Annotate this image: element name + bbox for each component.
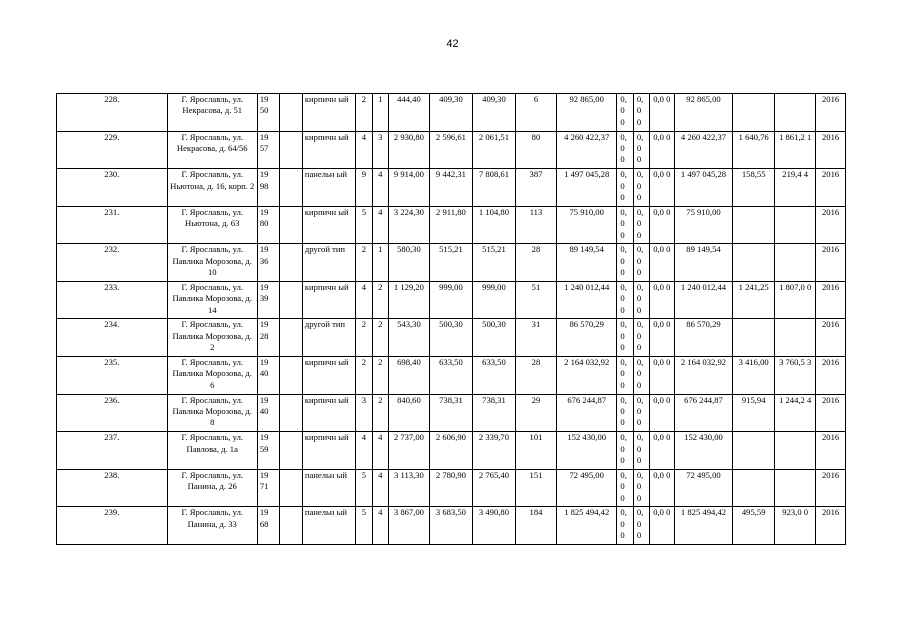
row-number: 238. (57, 469, 168, 507)
address-cell: Г. Ярославль, ул. Некрасова, д. 64/56 (167, 131, 257, 169)
build-year-cell: 19 98 (257, 169, 280, 207)
completion-year-cell: 2016 (816, 244, 846, 282)
floors-cell: 4 (356, 281, 372, 319)
address-cell: Г. Ярославль, ул. Павлика Морозова, д. 14 (167, 281, 257, 319)
empty-cell (280, 281, 303, 319)
row-number: 235. (57, 357, 168, 395)
empty-cell (280, 169, 303, 207)
completion-year-cell: 2016 (816, 319, 846, 357)
build-year-cell: 19 59 (257, 432, 280, 470)
wall-material-cell: кирпичн ый (302, 432, 355, 470)
living-area-cell: 2 911,80 (429, 206, 472, 244)
zero-cell: 0,0 0 (650, 394, 675, 432)
unit-cost-cell: 915,94 (733, 394, 775, 432)
residential-area-cell: 500,30 (472, 319, 515, 357)
total-cost-cell: 89 149,54 (556, 244, 616, 282)
total-cost-cell: 2 164 032,92 (556, 357, 616, 395)
entrances-cell: 4 (372, 206, 388, 244)
living-area-cell: 999,00 (429, 281, 472, 319)
entrances-cell: 2 (372, 281, 388, 319)
zero-cell: 0,0 0 (650, 94, 675, 132)
zero-cell: 0, 0 0 (633, 507, 649, 545)
completion-year-cell: 2016 (816, 281, 846, 319)
entrances-cell: 2 (372, 319, 388, 357)
total-area-cell: 3 867,00 (388, 507, 429, 545)
row-number: 232. (57, 244, 168, 282)
residential-area-cell: 633,50 (472, 357, 515, 395)
max-cost-cell (775, 432, 816, 470)
residential-area-cell: 7 808,61 (472, 169, 515, 207)
max-cost-cell (775, 319, 816, 357)
completion-year-cell: 2016 (816, 507, 846, 545)
unit-cost-cell (733, 432, 775, 470)
max-cost-cell (775, 244, 816, 282)
entrances-cell: 4 (372, 169, 388, 207)
entrances-cell: 1 (372, 94, 388, 132)
wall-material-cell: кирпичн ый (302, 281, 355, 319)
floors-cell: 5 (356, 206, 372, 244)
address-cell: Г. Ярославль, ул. Павлика Морозова, д. 6 (167, 357, 257, 395)
max-cost-cell: 923,0 0 (775, 507, 816, 545)
total-area-cell: 3 113,30 (388, 469, 429, 507)
zero-cell: 0, 0 0 (617, 357, 633, 395)
max-cost-cell (775, 206, 816, 244)
entrances-cell: 4 (372, 469, 388, 507)
zero-cell: 0, 0 0 (617, 169, 633, 207)
floors-cell: 2 (356, 94, 372, 132)
fund-cost-cell: 4 260 422,37 (674, 131, 732, 169)
empty-cell (280, 507, 303, 545)
build-year-cell: 19 40 (257, 394, 280, 432)
build-year-cell: 19 36 (257, 244, 280, 282)
completion-year-cell: 2016 (816, 131, 846, 169)
completion-year-cell: 2016 (816, 206, 846, 244)
floors-cell: 5 (356, 507, 372, 545)
table-row (57, 394, 846, 432)
table-row (57, 357, 846, 395)
residents-cell: 28 (515, 357, 556, 395)
entrances-cell: 2 (372, 357, 388, 395)
row-number: 237. (57, 432, 168, 470)
table-row (57, 206, 846, 244)
max-cost-cell (775, 94, 816, 132)
total-area-cell: 1 129,20 (388, 281, 429, 319)
fund-cost-cell: 1 825 494,42 (674, 507, 732, 545)
build-year-cell: 19 28 (257, 319, 280, 357)
zero-cell: 0, 0 0 (617, 394, 633, 432)
residential-area-cell: 1 104,80 (472, 206, 515, 244)
floors-cell: 3 (356, 394, 372, 432)
zero-cell: 0, 0 0 (633, 357, 649, 395)
zero-cell: 0,0 0 (650, 281, 675, 319)
wall-material-cell: панельн ый (302, 469, 355, 507)
floors-cell: 4 (356, 131, 372, 169)
living-area-cell: 500,30 (429, 319, 472, 357)
living-area-cell: 409,30 (429, 94, 472, 132)
residential-area-cell: 2 765,40 (472, 469, 515, 507)
entrances-cell: 2 (372, 394, 388, 432)
total-area-cell: 9 914,00 (388, 169, 429, 207)
living-area-cell: 738,31 (429, 394, 472, 432)
row-number: 229. (57, 131, 168, 169)
table-row (57, 169, 846, 207)
completion-year-cell: 2016 (816, 432, 846, 470)
page-number: 42 (446, 38, 459, 50)
zero-cell: 0, 0 0 (617, 131, 633, 169)
fund-cost-cell: 1 497 045,28 (674, 169, 732, 207)
build-year-cell: 19 80 (257, 206, 280, 244)
residents-cell: 29 (515, 394, 556, 432)
living-area-cell: 3 683,50 (429, 507, 472, 545)
total-area-cell: 3 224,30 (388, 206, 429, 244)
build-year-cell: 19 71 (257, 469, 280, 507)
total-cost-cell: 152 430,00 (556, 432, 616, 470)
floors-cell: 2 (356, 244, 372, 282)
residents-cell: 80 (515, 131, 556, 169)
max-cost-cell (775, 469, 816, 507)
build-year-cell: 19 57 (257, 131, 280, 169)
entrances-cell: 1 (372, 244, 388, 282)
zero-cell: 0,0 0 (650, 507, 675, 545)
residential-area-cell: 738,31 (472, 394, 515, 432)
empty-cell (280, 357, 303, 395)
wall-material-cell: кирпичн ый (302, 94, 355, 132)
wall-material-cell: кирпичн ый (302, 206, 355, 244)
housing-register-table (56, 93, 846, 545)
zero-cell: 0,0 0 (650, 469, 675, 507)
unit-cost-cell (733, 469, 775, 507)
unit-cost-cell (733, 94, 775, 132)
table-row (57, 94, 846, 132)
empty-cell (280, 244, 303, 282)
total-area-cell: 444,40 (388, 94, 429, 132)
wall-material-cell: кирпичн ый (302, 131, 355, 169)
table-row (57, 319, 846, 357)
completion-year-cell: 2016 (816, 357, 846, 395)
row-number: 236. (57, 394, 168, 432)
total-area-cell: 840,60 (388, 394, 429, 432)
total-area-cell: 698,40 (388, 357, 429, 395)
zero-cell: 0, 0 0 (617, 244, 633, 282)
fund-cost-cell: 676 244,87 (674, 394, 732, 432)
total-cost-cell: 92 865,00 (556, 94, 616, 132)
zero-cell: 0,0 0 (650, 357, 675, 395)
fund-cost-cell: 72 495,00 (674, 469, 732, 507)
residents-cell: 184 (515, 507, 556, 545)
residents-cell: 31 (515, 319, 556, 357)
table-row (57, 281, 846, 319)
zero-cell: 0,0 0 (650, 432, 675, 470)
fund-cost-cell: 1 240 012,44 (674, 281, 732, 319)
residential-area-cell: 3 490,80 (472, 507, 515, 545)
build-year-cell: 19 68 (257, 507, 280, 545)
empty-cell (280, 319, 303, 357)
residents-cell: 28 (515, 244, 556, 282)
living-area-cell: 633,50 (429, 357, 472, 395)
total-cost-cell: 1 240 012,44 (556, 281, 616, 319)
unit-cost-cell (733, 319, 775, 357)
table-row (57, 507, 846, 545)
residential-area-cell: 2 339,70 (472, 432, 515, 470)
max-cost-cell: 1 807,0 0 (775, 281, 816, 319)
completion-year-cell: 2016 (816, 94, 846, 132)
empty-cell (280, 394, 303, 432)
zero-cell: 0, 0 0 (617, 206, 633, 244)
unit-cost-cell: 1 241,25 (733, 281, 775, 319)
unit-cost-cell: 1 640,76 (733, 131, 775, 169)
completion-year-cell: 2016 (816, 169, 846, 207)
wall-material-cell: панельн ый (302, 507, 355, 545)
build-year-cell: 19 50 (257, 94, 280, 132)
build-year-cell: 19 40 (257, 357, 280, 395)
fund-cost-cell: 2 164 032,92 (674, 357, 732, 395)
unit-cost-cell: 3 416,00 (733, 357, 775, 395)
wall-material-cell: кирпичн ый (302, 357, 355, 395)
row-number: 231. (57, 206, 168, 244)
max-cost-cell: 1 244,2 4 (775, 394, 816, 432)
zero-cell: 0, 0 0 (617, 281, 633, 319)
floors-cell: 2 (356, 357, 372, 395)
empty-cell (280, 206, 303, 244)
wall-material-cell: другой тип (302, 319, 355, 357)
residents-cell: 101 (515, 432, 556, 470)
wall-material-cell: панельн ый (302, 169, 355, 207)
zero-cell: 0, 0 0 (617, 469, 633, 507)
residents-cell: 113 (515, 206, 556, 244)
address-cell: Г. Ярославль, ул. Некрасова, д. 51 (167, 94, 257, 132)
address-cell: Г. Ярославль, ул. Павлика Морозова, д. 2 (167, 319, 257, 357)
empty-cell (280, 469, 303, 507)
zero-cell: 0,0 0 (650, 244, 675, 282)
total-area-cell: 580,30 (388, 244, 429, 282)
empty-cell (280, 94, 303, 132)
wall-material-cell: другой тип (302, 244, 355, 282)
table-row (57, 244, 846, 282)
living-area-cell: 515,21 (429, 244, 472, 282)
completion-year-cell: 2016 (816, 394, 846, 432)
zero-cell: 0, 0 0 (617, 94, 633, 132)
zero-cell: 0, 0 0 (633, 432, 649, 470)
residents-cell: 387 (515, 169, 556, 207)
address-cell: Г. Ярославль, ул. Ньютона, д. 16, корп. 2 (167, 169, 257, 207)
residential-area-cell: 515,21 (472, 244, 515, 282)
address-cell: Г. Ярославль, ул. Павлика Морозова, д. 10 (167, 244, 257, 282)
total-area-cell: 2 737,00 (388, 432, 429, 470)
residential-area-cell: 2 061,51 (472, 131, 515, 169)
empty-cell (280, 131, 303, 169)
unit-cost-cell (733, 206, 775, 244)
floors-cell: 9 (356, 169, 372, 207)
address-cell: Г. Ярославль, ул. Павлика Морозова, д. 8 (167, 394, 257, 432)
zero-cell: 0,0 0 (650, 319, 675, 357)
zero-cell: 0, 0 0 (633, 394, 649, 432)
zero-cell: 0, 0 0 (633, 131, 649, 169)
total-area-cell: 2 930,80 (388, 131, 429, 169)
fund-cost-cell: 86 570,29 (674, 319, 732, 357)
total-area-cell: 543,30 (388, 319, 429, 357)
entrances-cell: 3 (372, 131, 388, 169)
address-cell: Г. Ярославль, ул. Панина, д. 26 (167, 469, 257, 507)
row-number: 239. (57, 507, 168, 545)
entrances-cell: 4 (372, 432, 388, 470)
max-cost-cell: 219,4 4 (775, 169, 816, 207)
zero-cell: 0, 0 0 (617, 507, 633, 545)
wall-material-cell: кирпичн ый (302, 394, 355, 432)
unit-cost-cell: 495,59 (733, 507, 775, 545)
table-row (57, 131, 846, 169)
total-cost-cell: 1 497 045,28 (556, 169, 616, 207)
max-cost-cell: 1 861,2 1 (775, 131, 816, 169)
residents-cell: 51 (515, 281, 556, 319)
residential-area-cell: 409,30 (472, 94, 515, 132)
address-cell: Г. Ярославль, ул. Ньютона, д. 63 (167, 206, 257, 244)
completion-year-cell: 2016 (816, 469, 846, 507)
total-cost-cell: 4 260 422,37 (556, 131, 616, 169)
fund-cost-cell: 89 149,54 (674, 244, 732, 282)
table-row (57, 469, 846, 507)
floors-cell: 5 (356, 469, 372, 507)
living-area-cell: 2 780,90 (429, 469, 472, 507)
zero-cell: 0, 0 0 (633, 281, 649, 319)
unit-cost-cell: 158,55 (733, 169, 775, 207)
fund-cost-cell: 152 430,00 (674, 432, 732, 470)
total-cost-cell: 1 825 494,42 (556, 507, 616, 545)
unit-cost-cell (733, 244, 775, 282)
table-row (57, 432, 846, 470)
residents-cell: 151 (515, 469, 556, 507)
row-number: 228. (57, 94, 168, 132)
row-number: 233. (57, 281, 168, 319)
entrances-cell: 4 (372, 507, 388, 545)
zero-cell: 0,0 0 (650, 206, 675, 244)
living-area-cell: 9 442,31 (429, 169, 472, 207)
fund-cost-cell: 75 910,00 (674, 206, 732, 244)
build-year-cell: 19 39 (257, 281, 280, 319)
floors-cell: 2 (356, 319, 372, 357)
address-cell: Г. Ярославль, ул. Панина, д. 33 (167, 507, 257, 545)
zero-cell: 0, 0 0 (633, 94, 649, 132)
zero-cell: 0,0 0 (650, 131, 675, 169)
living-area-cell: 2 596,61 (429, 131, 472, 169)
living-area-cell: 2 606,90 (429, 432, 472, 470)
residential-area-cell: 999,00 (472, 281, 515, 319)
zero-cell: 0, 0 0 (617, 432, 633, 470)
total-cost-cell: 72 495,00 (556, 469, 616, 507)
zero-cell: 0, 0 0 (633, 169, 649, 207)
row-number: 234. (57, 319, 168, 357)
floors-cell: 4 (356, 432, 372, 470)
zero-cell: 0,0 0 (650, 169, 675, 207)
total-cost-cell: 75 910,00 (556, 206, 616, 244)
zero-cell: 0, 0 0 (633, 244, 649, 282)
fund-cost-cell: 92 865,00 (674, 94, 732, 132)
zero-cell: 0, 0 0 (633, 319, 649, 357)
total-cost-cell: 86 570,29 (556, 319, 616, 357)
address-cell: Г. Ярославль, ул. Павлова, д. 1а (167, 432, 257, 470)
empty-cell (280, 432, 303, 470)
total-cost-cell: 676 244,87 (556, 394, 616, 432)
max-cost-cell: 3 760,5 3 (775, 357, 816, 395)
zero-cell: 0, 0 0 (617, 319, 633, 357)
zero-cell: 0, 0 0 (633, 206, 649, 244)
residents-cell: 6 (515, 94, 556, 132)
zero-cell: 0, 0 0 (633, 469, 649, 507)
row-number: 230. (57, 169, 168, 207)
